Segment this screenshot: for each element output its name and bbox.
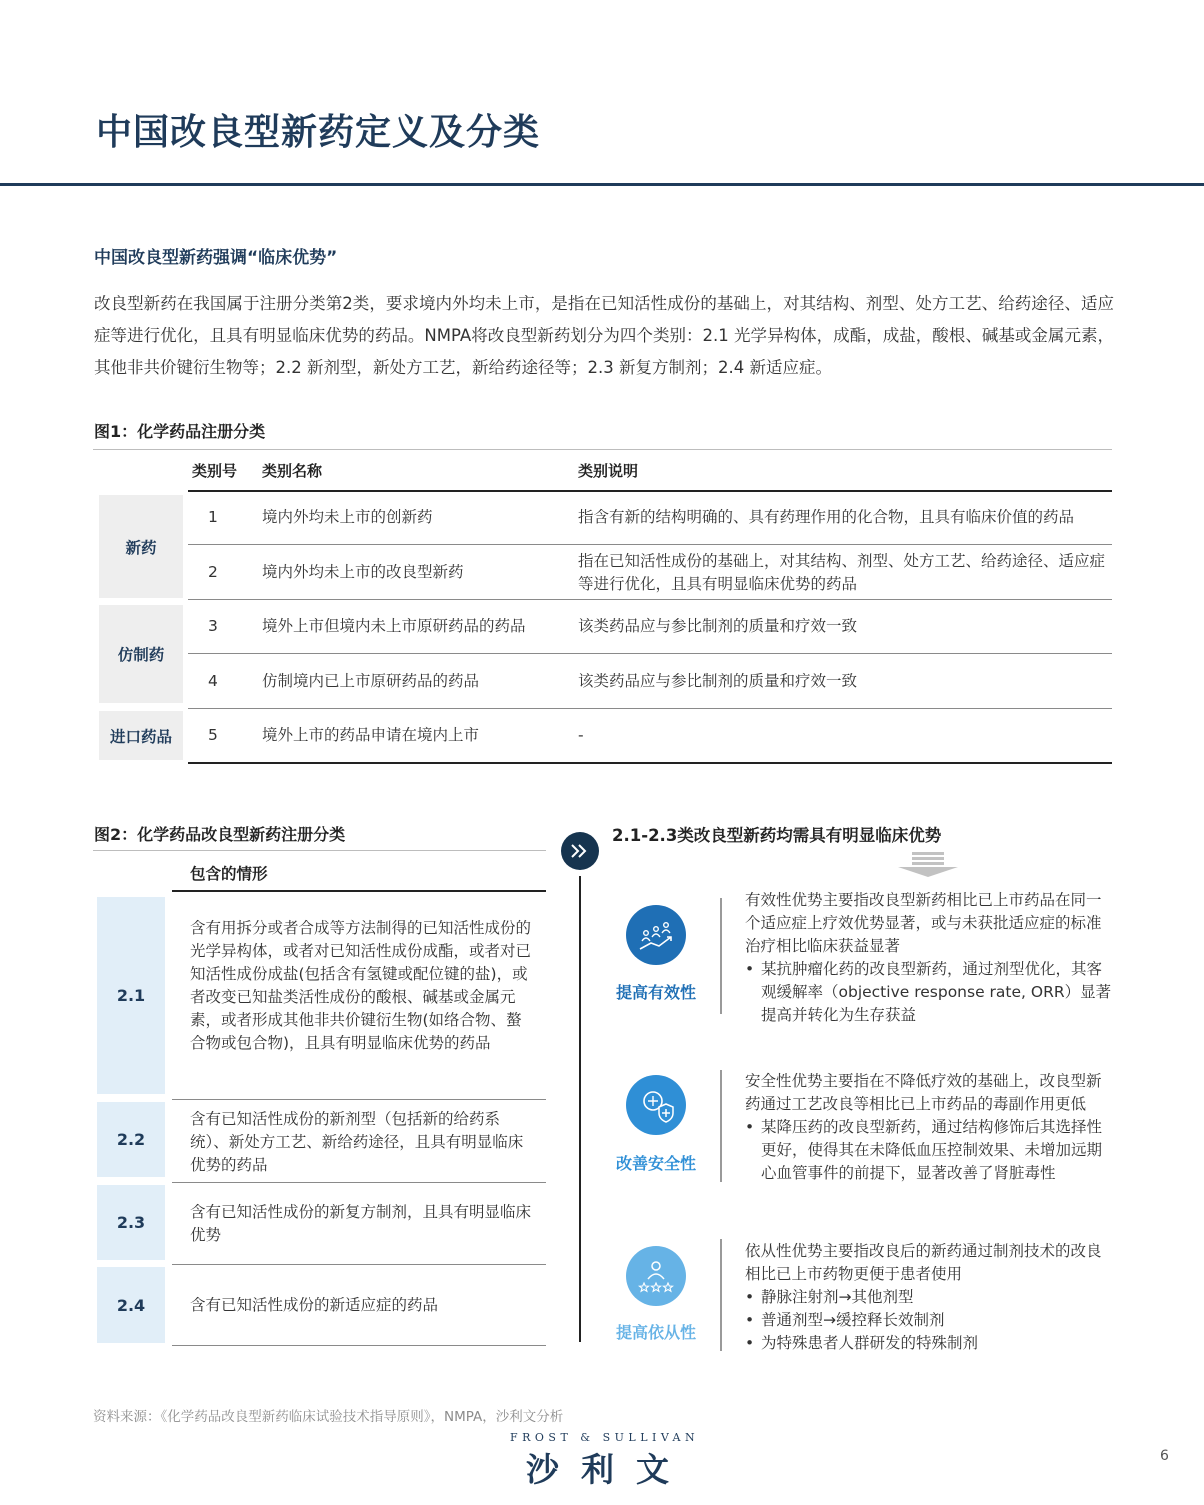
table1-row4-name: 仿制境内已上市原研药品的药品 [262,672,480,690]
table1-bottom-rule [188,762,1112,764]
compliance-bullet: • 为特殊患者人群研发的特殊制剂 [745,1332,1115,1355]
figure1-title: 图1：化学药品注册分类 [94,422,266,441]
group-generic-drug [99,605,183,703]
safety-bar [720,1070,722,1182]
safety-bullet-text: 某降压药的改良型新药，通过结构修饰后其选择性更好，使得其在未降低血压控制效果、未增加远期心血管事件的前提下，显著改善了肾脏毒性 [761,1118,1103,1182]
page-title: 中国改良型新药定义及分类 [96,112,541,153]
compliance-bar [720,1239,722,1351]
table2-row-divider [172,1264,546,1265]
category-code: 2.2 [116,1130,146,1149]
pill-shield-icon [637,1087,675,1123]
compliance-desc: 依从性优势主要指改良后的新药通过制剂技术的改良相比已上市药物更便于患者使用 [745,1242,1102,1283]
compliance-icon-circle [626,1246,686,1306]
table1-header-rule [188,490,1112,492]
table2-row-divider [172,1182,546,1183]
efficacy-bar [720,898,722,1014]
table1-header-name: 类别名称 [262,462,323,480]
intro-paragraph: 改良型新药在我国属于注册分类第2类，要求境内外均未上市，是指在已知活性成份的基础上，对其结构、剂型、处方工艺、给药途径、适应症等进行优化，且具有明显临床优势的药品。NMPA将改良型新药划分为四个类别：2.1 光学异构体，成酯，成盐，酸根、碱基或金属元素，其他非共价键衍生物等；2.2 新剂型，新处方工艺，新给药途径等；2.3 新复方制剂；2.4 新适应症。 [94,294,1114,377]
safety-desc: 安全性优势主要指在不降低疗效的基础上，改良型新药通过工艺改良等相比已上市药品的毒副作用更低 [745,1072,1102,1113]
compliance-label: 提高依从性 [615,1323,696,1342]
safety-icon-circle [626,1075,686,1135]
group-new-drug-label: 新药 [125,538,157,557]
timeline-line [579,876,581,1342]
down-arrow-icon [898,852,958,882]
safety-label: 改善安全性 [615,1154,696,1173]
table2-header-rule [172,890,546,892]
group-new-drug [99,495,183,598]
table1-header-num: 类别号 [192,462,238,480]
table1-row-divider [188,544,1112,545]
table1-row-divider [188,599,1112,600]
compliance-bullet-text: 为特殊患者人群研发的特殊制剂 [761,1334,979,1352]
category-code: 2.4 [116,1295,146,1315]
category-2-1-box [97,897,165,1094]
person-stars-icon [638,1259,674,1293]
page-number: 6 [1160,1448,1169,1464]
source-note: 资料来源：《化学药品改良型新药临床试验技术指导原则》，NMPA，沙利文分析 [93,1409,564,1425]
table2-bottom-rule [172,1345,546,1346]
table1-row4-num: 4 [208,672,218,690]
group-imported-drug [99,711,183,760]
compliance-bullet-text: 静脉注射剂→其他剂型 [761,1288,914,1306]
category-2-2-box [97,1102,165,1177]
figure2-title: 图2：化学药品改良型新药注册分类 [94,825,346,844]
table1-row3-name: 境外上市但境内未上市原研药品的药品 [262,617,526,635]
table1-row3-num: 3 [208,617,218,635]
figure2-title-rule [93,850,546,851]
category-2-1-text: 含有用拆分或者合成等方法制得的已知活性成份的光学异构体，或者对已知活性成份成酯，或者对已知活性成份成盐(包括含有氢键或配位键的盐)，或者改变已知盐类活性成份的酸根、碱基或金属元素，或者形成其他非共价键衍生物(如络合物、螯合物或包合物)，且具有明显临床优势的药品 [190,919,532,1052]
brand-logo: 沙利文 [526,1450,691,1489]
table1-row1-num: 1 [208,508,218,526]
category-2-2-text: 含有已知活性成份的新剂型（包括新的给药系统）、新处方工艺、新给药途径，且具有明显临床优势的药品 [190,1110,524,1174]
group-imported-drug-label: 进口药品 [109,727,172,746]
category-2-3-text: 含有已知活性成份的新复方制剂，且具有明显临床优势 [190,1203,532,1244]
safety-bullet: • 某降压药的改良型新药，通过结构修饰后其选择性更好，使得其在未降低血压控制效果、未增加远期心血管事件的前提下，显著改善了肾脏毒性 [745,1116,1115,1185]
table1-header-desc: 类别说明 [578,462,639,480]
efficacy-text [745,889,1115,1027]
category-code: 2.1 [116,986,146,1005]
table1-row-divider [188,653,1112,654]
compliance-bullet: • 普通剂型→缓控释长效制剂 [745,1309,1115,1332]
double-chevron-right-icon [569,843,591,859]
compliance-text [745,1240,1115,1355]
efficacy-bullet-text: 某抗肿瘤化药的改良型新药，通过剂型优化，其客观缓解率（objective response rate, ORR）显著提高并转化为生存获益 [761,960,1112,1024]
efficacy-bullet: • 某抗肿瘤化药的改良型新药，通过剂型优化，其客观缓解率（objective response rate, ORR）显著提高并转化为生存获益 [745,958,1115,1027]
table1-row5-desc: - [578,726,584,744]
chevron-circle [561,832,599,870]
table1-row1-desc: 指含有新的结构明确的、具有药理作用的化合物，且具有临床价值的药品 [578,508,1075,526]
table1-row1-name: 境内外均未上市的创新药 [262,508,433,526]
compliance-bullet: • 静脉注射剂→其他剂型 [745,1286,1115,1309]
brand-english: FROST & SULLIVAN [510,1431,700,1444]
table1-row2-desc: 指在已知活性成份的基础上，对其结构、剂型、处方工艺、给药途径、适应症等进行优化，且具有明显临床优势的药品 [578,552,1106,593]
table1-row2-num: 2 [208,563,218,581]
title-divider [0,183,1204,186]
table1-row4-desc: 该类药品应与参比制剂的质量和疗效一致 [578,672,858,690]
efficacy-desc: 有效性优势主要指改良型新药相比已上市药品在同一个适应症上疗效优势显著，或与未获批适应症的标准治疗相比临床获益显著 [745,891,1102,955]
table1-row3-desc: 该类药品应与参比制剂的质量和疗效一致 [578,617,858,635]
category-2-4-text: 含有已知活性成份的新适应症的药品 [190,1296,439,1314]
category-code: 2.3 [116,1213,146,1232]
table1-row2-name: 境内外均未上市的改良型新药 [262,563,464,581]
group-generic-drug-label: 仿制药 [117,646,165,664]
category-2-4-box [97,1267,165,1343]
table1-row5-name: 境外上市的药品申请在境内上市 [262,726,480,744]
table1-row-divider [188,708,1112,709]
table2-header: 包含的情形 [190,865,268,883]
table2-row-divider [172,1099,546,1100]
section-subtitle: 中国改良型新药强调“临床优势” [94,248,338,268]
table1-row5-num: 5 [208,726,218,744]
efficacy-label: 提高有效性 [615,983,696,1002]
category-2-3-box [97,1185,165,1260]
figure1-title-rule [93,449,1112,450]
people-growth-icon [637,919,675,951]
compliance-bullet-text: 普通剂型→缓控释长效制剂 [761,1311,945,1329]
advantages-title: 2.1-2.3类改良型新药均需具有明显临床优势 [612,826,942,845]
safety-text [745,1070,1115,1185]
efficacy-icon-circle [626,905,686,965]
